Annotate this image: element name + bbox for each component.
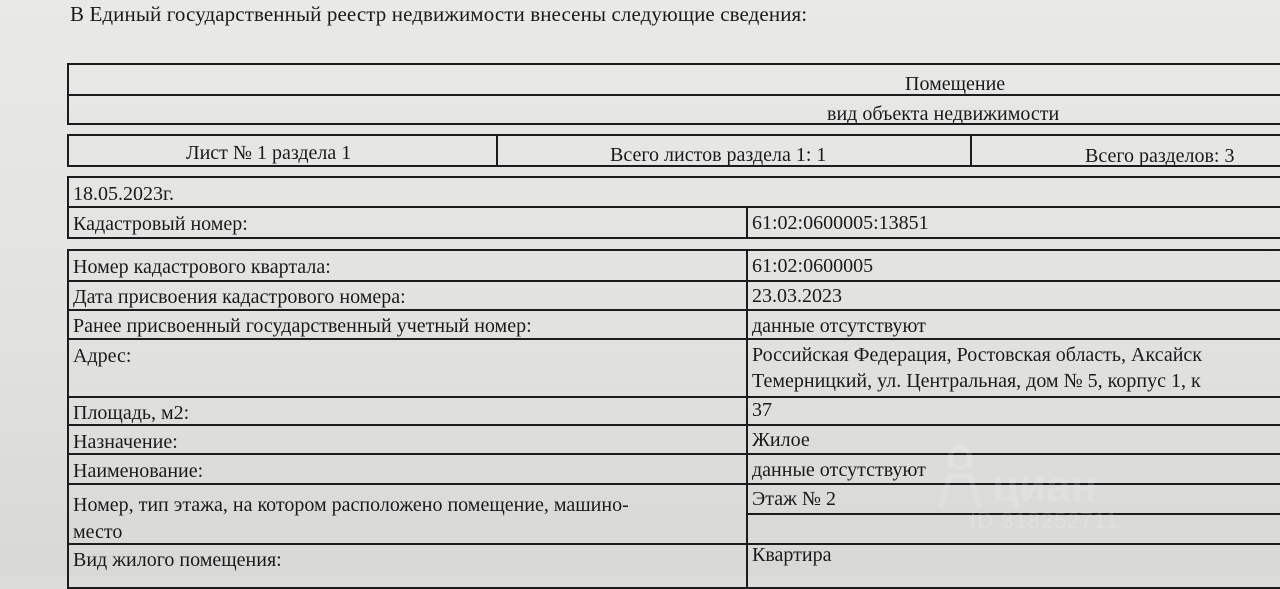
row-value-cadastral-quarter: 61:02:0600005 <box>752 255 874 277</box>
cadastral-number-label: Кадастровый номер: <box>73 213 248 235</box>
extract-date: 18.05.2023г. <box>73 183 174 205</box>
object-type-divider <box>67 94 1280 96</box>
row-value-address-line1: Российская Федерация, Ростовская область, Аксайск <box>752 344 1202 366</box>
row-value-floor: Этаж № 2 <box>752 488 836 510</box>
row-divider <box>67 424 1280 426</box>
watermark-id: ID 318252711 <box>970 508 1119 533</box>
row-label-cadastral-quarter: Номер кадастрового квартала: <box>73 256 331 278</box>
row-divider <box>67 309 1280 311</box>
row-value-purpose: Жилое <box>752 429 810 451</box>
row-label-floor-line1: Номер, тип этажа, на котором расположено помещение, машино- <box>73 494 629 516</box>
document-heading: В Единый государственный реестр недвижимости внесены следующие сведения: <box>70 2 808 26</box>
row-divider-partial <box>746 513 1280 515</box>
sheet-number: Лист № 1 раздела 1 <box>186 142 352 164</box>
row-value-dwelling-type: Квартира <box>752 544 832 566</box>
sheet-info-divider-2 <box>970 134 972 167</box>
cadastral-column-divider <box>746 206 748 239</box>
sheet-info-divider-1 <box>496 134 498 167</box>
attributes-column-divider <box>746 249 748 589</box>
row-label-address: Адрес: <box>73 345 132 367</box>
date-row-divider <box>67 206 1280 208</box>
row-divider <box>67 543 1280 545</box>
row-label-assignment-date: Дата присвоения кадастрового номера: <box>73 286 406 308</box>
row-divider <box>67 280 1280 282</box>
row-label-dwelling-type: Вид жилого помещения: <box>73 549 282 571</box>
object-type-value: Помещение <box>905 73 1006 95</box>
row-label-previous-number: Ранее присвоенный государственный учетный номер: <box>73 315 532 337</box>
row-label-area: Площадь, м2: <box>73 402 190 424</box>
row-value-assignment-date: 23.03.2023 <box>752 285 842 307</box>
row-divider <box>67 338 1280 340</box>
row-label-floor-line2: место <box>73 521 123 543</box>
cadastral-number-value: 61:02:0600005:13851 <box>752 212 929 234</box>
row-value-previous-number: данные отсутствуют <box>752 315 926 337</box>
row-label-purpose: Назначение: <box>73 431 178 453</box>
row-value-area: 37 <box>752 399 772 421</box>
row-value-address-line2: Темерницкий, ул. Центральная, дом № 5, корпус 1, к <box>752 370 1201 392</box>
row-divider <box>67 453 1280 455</box>
row-label-name: Наименование: <box>73 460 204 482</box>
watermark-brand: циан <box>992 462 1098 511</box>
row-value-name: данные отсутствуют <box>752 459 926 481</box>
row-divider <box>67 483 1280 485</box>
total-sheets: Всего листов раздела 1: 1 <box>610 144 827 166</box>
row-divider <box>67 396 1280 398</box>
object-type-caption: вид объекта недвижимости <box>827 103 1060 125</box>
total-sections: Всего разделов: 3 <box>1085 145 1235 167</box>
